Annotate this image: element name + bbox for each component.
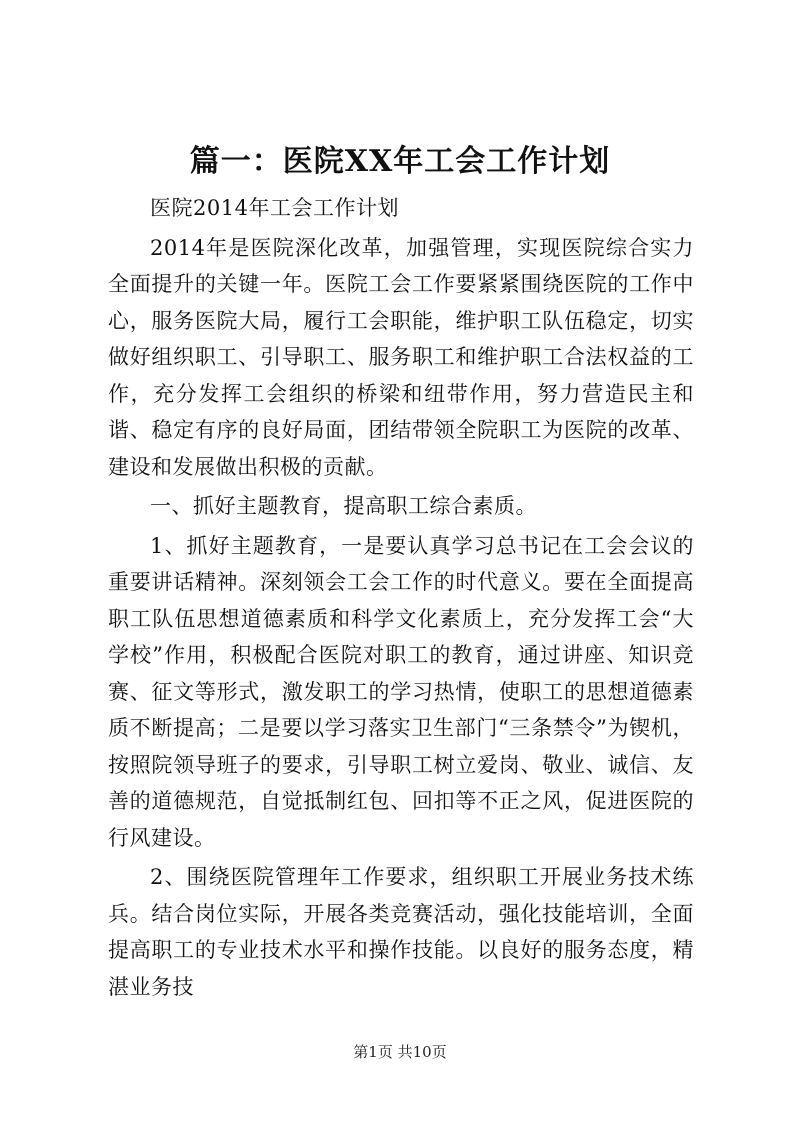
- page-footer: 第1页 共10页: [353, 1043, 447, 1061]
- document-title: 篇一：医院XX年工会工作计划: [189, 144, 611, 179]
- item-2-paragraph: 2、围绕医院管理年工作要求，组织职工开展业务技术练兵。结合岗位实际，开展各类竞赛活动，强化技能培训，全面提高职工的专业技术水平和操作技能。以良好的服务态度，精湛业务技: [108, 865, 694, 999]
- item-1-paragraph: 1、抓好主题教育，一是要认真学习总书记在工会会议的重要讲话精神。深刻领会工会工作的时代意义。要在全面提高职工队伍思想道德素质和科学文化素质上，充分发挥工会“大学校”作用，积极配合医院对职工的教育，通过讲座、知识竞赛、征文等形式，激发职工的学习热情，使职工的思想道德素质不断提高；二是要以学习落实卫生部门“三条禁令”为锲机，按照院领导班子的要求，引导职工树立爱岗、敬业、诚信、友善的道德规范，自觉抵制红包、回扣等不正之风，促进医院的行风建设。: [108, 533, 694, 850]
- intro-paragraph: 2014年是医院深化改革，加强管理，实现医院综合实力全面提升的关键一年。医院工会工作要紧紧围绕医院的工作中心，服务医院大局，履行工会职能，维护职工队伍稳定，切实做好组织职工、引导职工、服务职工和维护职工合法权益的工作，充分发挥工会组织的桥梁和纽带作用，努力营造民主和谐、稳定有序的良好局面，团结带领全院职工为医院的改革、建设和发展做出积极的贡献。: [108, 235, 694, 479]
- document-body: [108, 189, 694, 1005]
- subtitle-paragraph: 医院2014年工会工作计划: [150, 196, 399, 220]
- section-heading: 一、抓好主题教育，提高职工综合素质。: [150, 494, 537, 518]
